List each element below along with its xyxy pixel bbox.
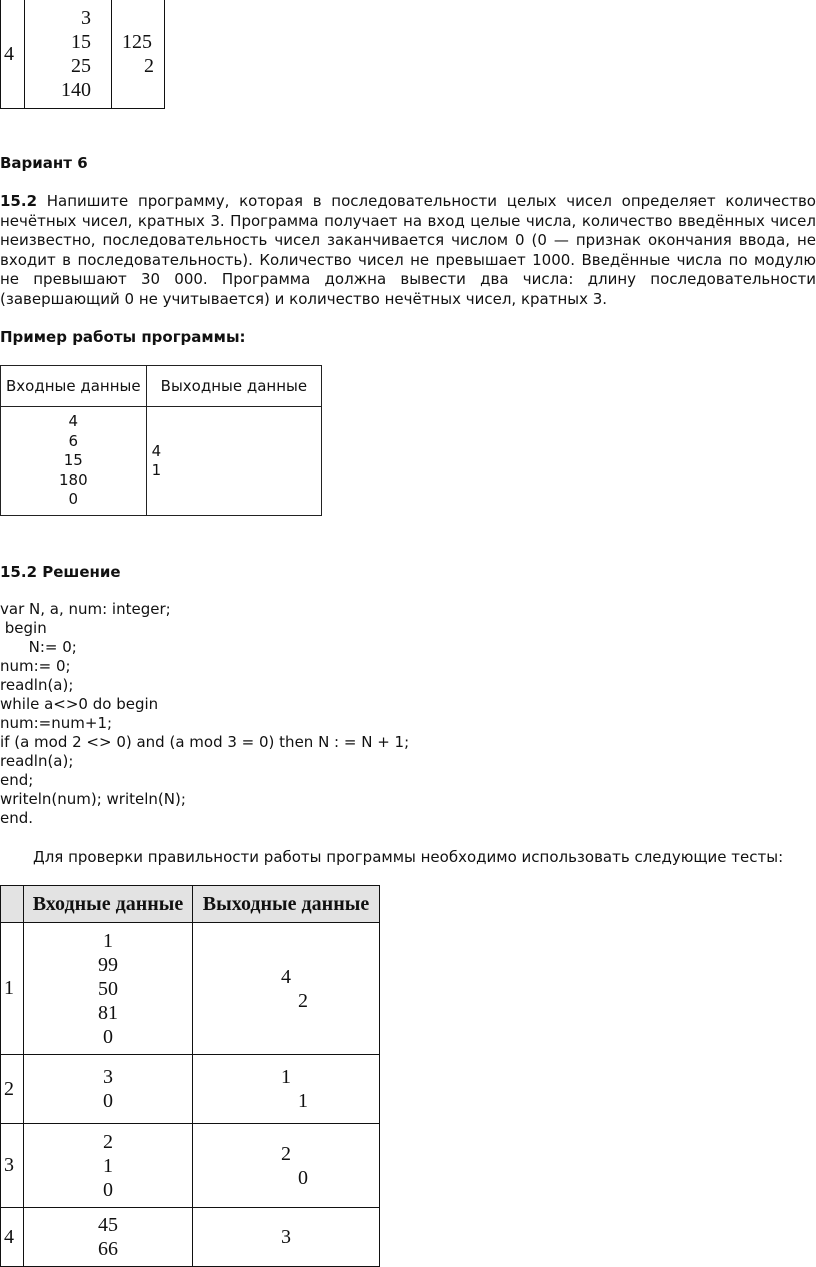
input-value: 2 <box>103 1130 113 1153</box>
test-index: 3 <box>1 1124 24 1208</box>
input-value: 15 <box>71 30 91 53</box>
input-value: 6 <box>68 431 79 450</box>
code-line: readln(a); <box>0 676 74 694</box>
code-line: writeln(num); writeln(N); <box>0 790 186 808</box>
test-input-cell <box>24 923 193 1055</box>
test-output-cell <box>193 1124 380 1208</box>
test-index: 4 <box>1 1208 24 1267</box>
input-value: 0 <box>103 1090 113 1112</box>
table-row <box>1 0 165 109</box>
table-row <box>1 407 322 516</box>
example-table <box>0 365 322 516</box>
solution-title: 15.2 Решение <box>0 563 121 581</box>
header-index <box>1 886 24 923</box>
output-value: 2 <box>144 54 154 77</box>
test-output-cell <box>112 0 165 109</box>
example-output-cell <box>146 407 322 516</box>
solution-code <box>0 600 409 828</box>
input-value: 25 <box>71 54 91 77</box>
input-value: 81 <box>98 1001 118 1024</box>
input-value: 0 <box>103 1025 113 1048</box>
code-line: num:= 0; <box>0 657 71 675</box>
output-value: 4 <box>151 441 162 460</box>
task-description <box>0 192 816 309</box>
test-index: 1 <box>1 923 24 1055</box>
tests-intro: Для проверки правильности работы программы необходимо использовать следующие тесты: <box>33 848 784 866</box>
output-value: 2 <box>281 1142 291 1165</box>
code-line: begin <box>0 619 47 637</box>
test-index: 4 <box>1 0 25 109</box>
test-output-cell <box>193 923 380 1055</box>
code-line: readln(a); <box>0 752 74 770</box>
task-number: 15.2 <box>0 192 38 210</box>
table-row <box>1 1124 380 1208</box>
table-row <box>1 1055 380 1124</box>
input-value: 1 <box>103 929 113 952</box>
test-output-cell <box>193 1055 380 1124</box>
example-title: Пример работы программы: <box>0 328 246 346</box>
input-value: 0 <box>103 1178 113 1201</box>
header-output: Выходные данные <box>146 366 322 407</box>
output-value: 1 <box>281 1066 291 1088</box>
test-input-cell <box>25 0 112 109</box>
previous-tests-table-fragment <box>0 0 165 109</box>
code-line: if (a mod 2 <> 0) and (a mod 3 = 0) then N : = N + 1; <box>0 733 410 751</box>
input-value: 3 <box>81 6 91 29</box>
test-input-cell <box>24 1124 193 1208</box>
input-value: 50 <box>98 977 118 1000</box>
input-value: 180 <box>58 470 88 489</box>
example-input-cell <box>1 407 147 516</box>
output-value: 125 <box>122 30 152 53</box>
header-input: Входные данные <box>24 886 193 923</box>
code-line: end. <box>0 809 34 827</box>
output-value: 1 <box>298 1090 308 1112</box>
input-value: 0 <box>68 490 79 509</box>
input-value: 140 <box>61 78 91 101</box>
input-value: 15 <box>63 451 83 470</box>
output-value: 0 <box>298 1166 308 1189</box>
input-value: 66 <box>98 1238 118 1260</box>
tests-table <box>0 885 380 1267</box>
header-input: Входные данные <box>1 366 147 407</box>
table-header-row <box>1 366 322 407</box>
table-row <box>1 923 380 1055</box>
code-line: N:= 0; <box>0 638 77 656</box>
input-value: 3 <box>103 1066 113 1088</box>
test-input-cell <box>24 1208 193 1267</box>
input-value: 4 <box>68 412 79 431</box>
table-header-row <box>1 886 380 923</box>
input-value: 45 <box>98 1214 118 1236</box>
input-value: 1 <box>103 1154 113 1177</box>
task-text: Напишите программу, которая в последовательности целых чисел определяет количество нечётных чисел, кратных 3. Программа получает на вход целые числа, количество введённых чисел неизвестно, последовательность чисел заканчивается числом 0 (0 — признак окончания ввода, не входит в последовательность). Количество чисел не превышает 1000. Введённые числа по модулю не превышают 30 000. Программа должна вывести два числа: длину последовательности (завершающий 0 не учитывается) и количество нечётных чисел, кратных 3. <box>0 192 816 308</box>
output-value: 4 <box>281 965 291 988</box>
code-line: while a<>0 do begin <box>0 695 159 713</box>
variant-title: Вариант 6 <box>0 154 88 172</box>
code-line: var N, a, num: integer; <box>0 600 171 618</box>
code-line: end; <box>0 771 34 789</box>
output-value: 2 <box>298 989 308 1012</box>
test-input-cell <box>24 1055 193 1124</box>
output-value: 1 <box>151 461 162 479</box>
table-row <box>1 1208 380 1267</box>
code-line: num:=num+1; <box>0 714 113 732</box>
input-value: 99 <box>98 953 118 976</box>
test-output-cell <box>193 1208 380 1267</box>
header-output: Выходные данные <box>193 886 380 923</box>
output-value: 3 <box>281 1226 291 1248</box>
test-index: 2 <box>1 1055 24 1124</box>
